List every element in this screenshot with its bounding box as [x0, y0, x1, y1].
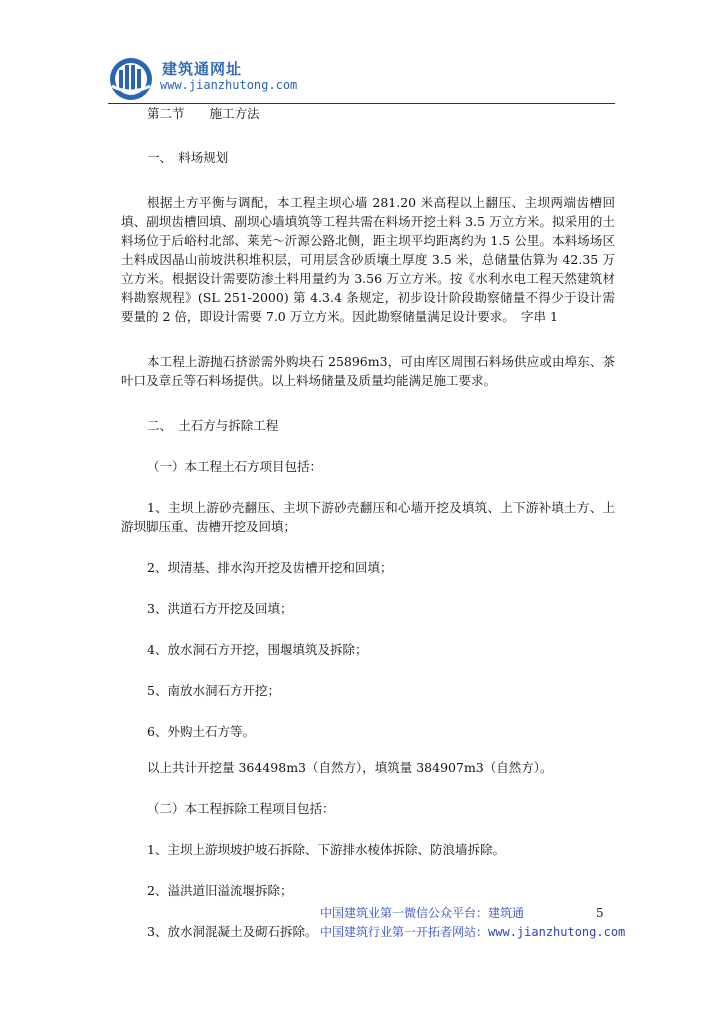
list-item: 2、坝清基、排水沟开挖及齿槽开挖和回填；	[147, 560, 393, 575]
heading-material-yard: 一、 料场规划	[147, 150, 229, 165]
paragraph-riprap: 本工程上游抛石挤淤需外购块石 25896m3，可由库区周围石料场供应或由埠东、茶叶口及章丘等石料场提供。以上料场储量及质量均能满足施工要求。	[121, 354, 615, 388]
brand-url[interactable]: www.jianzhutong.com	[160, 78, 298, 92]
section-title: 第二节 施工方法	[147, 106, 260, 121]
list-item: 2、溢洪道旧溢流堰拆除；	[147, 883, 293, 898]
footer-website-link[interactable]: www.jianzhutong.com	[488, 925, 626, 939]
total-summary: 以上共计开挖量 364498m3（自然方），填筑量 384907m3（自然方）。	[147, 760, 553, 775]
subheading-earthwork-items: （一）本工程土石方项目包括：	[147, 459, 323, 474]
list-item: 4、放水洞石方开挖，围堰填筑及拆除；	[147, 642, 368, 657]
list-item: 5、南放水洞石方开挖；	[147, 683, 280, 698]
list-item: 1、主坝上游砂壳翻压、主坝下游砂壳翻压和心墙开挖及填筑、上下游补填土方、上游坝脚压重、齿槽开挖及回填；	[121, 500, 615, 534]
footer-website-label: 中国建筑行业第一开拓者网站：	[320, 925, 489, 939]
list-item: 1、主坝上游坝坡护坡石拆除、下游排水棱体拆除、防浪墙拆除。	[147, 842, 505, 857]
page-number: 5	[596, 906, 604, 920]
footer-website-line	[320, 923, 626, 942]
brand-name: 建筑通网址	[162, 60, 243, 78]
subheading-demolition-items: （二）本工程拆除工程项目包括：	[147, 801, 335, 816]
paragraph-material-yard: 根据土方平衡与调配，本工程主坝心墙 281.20 米高程以上翻压、主坝两端齿槽回填、副坝齿槽回填、副坝心墙填筑等工程共需在料场开挖土料 3.5 万立方米。拟采用的土料场位于后峪村北部、莱芜～沂源公路北侧，距主坝平均距离约为 1.5 公里。本料场场区土料成因晶山前坡洪积堆积层，可用层含砂质壤土厚度 3.5 米，总储量估算为 42.35 万立方米。根据设计需要防渗土料用量约为 3.56 万立方米。按《水利水电工程天然建筑材料勘察规程》(SL 251-2000) 第 4.3.4 条规定，初步设计阶段勘察储量不得少于设计需要量的 2 倍，即设计需要 7.0 万立方米。因此勘察储量满足设计要求。 字串 1	[121, 195, 615, 324]
heading-earthwork: 二、 土石方与拆除工程	[147, 418, 279, 433]
document-body	[121, 104, 615, 941]
footer-wechat-line: 中国建筑业第一微信公众平台：建筑通	[320, 906, 525, 920]
list-item: 3、洪道石方开挖及回填；	[147, 601, 293, 616]
jianzhutong-logo-icon	[108, 56, 154, 102]
page-footer	[320, 904, 626, 942]
list-item: 3、放水洞混凝土及砌石拆除。	[147, 924, 318, 939]
list-item: 6、外购土石方等。	[147, 724, 255, 739]
